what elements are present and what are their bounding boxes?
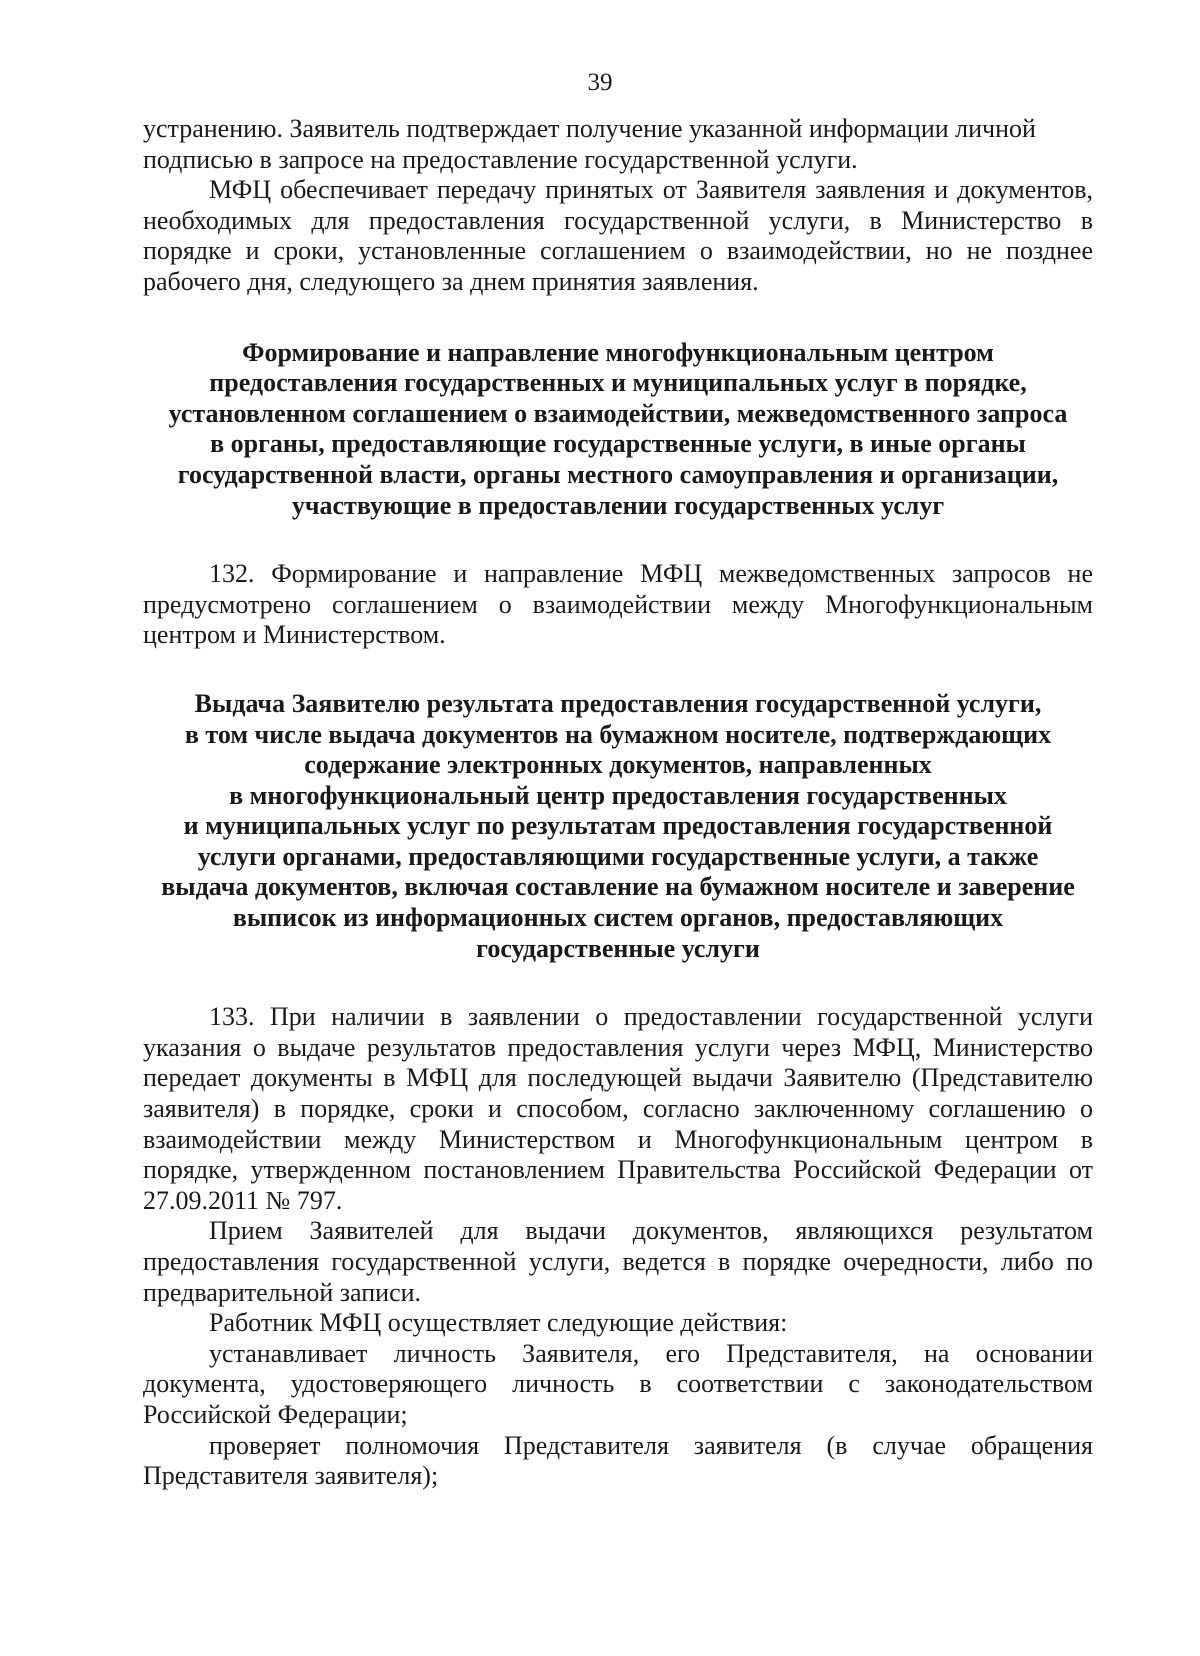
paragraph-worker-actions: Работник МФЦ осуществляет следующие действия: bbox=[209, 1308, 788, 1338]
section-heading-interagency-requests bbox=[143, 338, 1093, 522]
paragraph-continuation: устранению. Заявитель подтверждает получение указанной информации личной подписью в запросе на предоставление государственной услуги. bbox=[143, 114, 1036, 174]
paragraph-authority-check: проверяет полномочия Представителя заявителя (в случае обращения Представителя заявителя); bbox=[143, 1430, 1093, 1491]
heading-line: Формирование и направление многофункциональным центром bbox=[242, 337, 994, 367]
heading-line: и муниципальных услуг по результатам предоставления государственной bbox=[183, 811, 1053, 841]
heading-line: государственные услуги bbox=[476, 933, 760, 963]
heading-line: предоставления государственных и муниципальных услуг в порядке, bbox=[209, 368, 1027, 398]
heading-line: участвующие в предоставлении государственных услуг bbox=[291, 490, 945, 520]
section-heading-result-issuance bbox=[143, 689, 1093, 964]
heading-line: в том числе выдача документов на бумажном носителе, подтверждающих bbox=[184, 719, 1052, 749]
document-body bbox=[143, 114, 1093, 1492]
heading-line: выписок из информационных систем органов, предоставляющих bbox=[232, 903, 1004, 933]
paragraph-reception: Прием Заявителей для выдачи документов, являющихся результатом предоставления государственной услуги, ведется в порядке очередности, либо по предварительной записи. bbox=[143, 1216, 1093, 1307]
heading-line: установленном соглашением о взаимодействии, межведомственного запроса bbox=[168, 398, 1068, 428]
heading-line: содержание электронных документов, направленных bbox=[304, 750, 932, 780]
paragraph-mfc-transfer: МФЦ обеспечивает передачу принятых от Заявителя заявления и документов, необходимых для предоставления государственной услуги, в Министерство в порядке и сроки, установленные соглашением о взаимодействии, но не позднее рабочего дня, следующего за днем принятия заявления. bbox=[143, 175, 1093, 296]
paragraph-133: 133. При наличии в заявлении о предоставлении государственной услуги указания о выдаче результатов предоставления услуги через МФЦ, Министерство передает документы в МФЦ для последующей выдачи Заявителю (Представителю заявителя) в порядке, сроки и способом, согласно заключенному соглашению о взаимодействии между Министерством и Многофункциональным центром в порядке, утвержденном постановлением Правительства Российской Федерации от 27.09.2011 № 797. bbox=[143, 1002, 1093, 1215]
heading-line: в органы, предоставляющие государственные услуги, в иные органы bbox=[210, 429, 1026, 459]
page-number: 39 bbox=[587, 69, 613, 96]
heading-line: в многофункциональный центр предоставления государственных bbox=[229, 780, 1007, 810]
heading-line: государственной власти, органы местного самоуправления и организации, bbox=[177, 459, 1059, 489]
paragraph-132: 132. Формирование и направление МФЦ межведомственных запросов не предусмотрено соглашением о взаимодействии между Многофункциональным центром и Министерством. bbox=[143, 559, 1093, 650]
paragraph-identity-check: устанавливает личность Заявителя, его Представителя, на основании документа, удостоверяющего личность в соответствии с законодательством Российской Федерации; bbox=[143, 1338, 1093, 1429]
heading-line: услуги органами, предоставляющими государственные услуги, а также bbox=[197, 841, 1039, 871]
heading-line: выдача документов, включая составление на бумажном носителе и заверение bbox=[161, 872, 1075, 902]
heading-line: Выдача Заявителю результата предоставления государственной услуги, bbox=[194, 688, 1042, 718]
